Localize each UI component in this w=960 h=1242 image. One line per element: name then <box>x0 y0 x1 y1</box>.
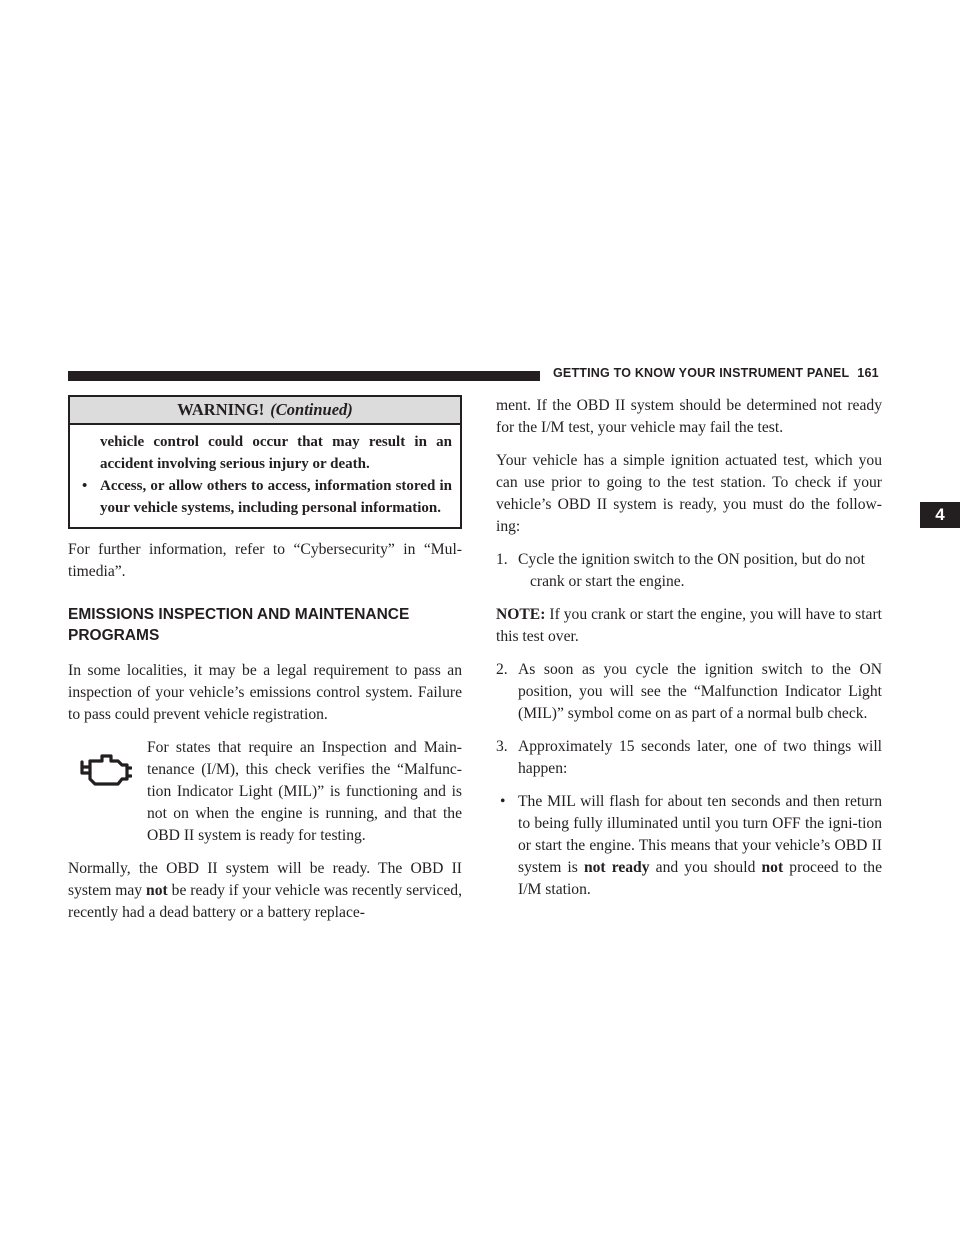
paragraph-simple-test: Your vehicle has a simple ignition actuated test, which you can use prior to going to the test station. To check if your vehicle’s OBD II system is ready, you must do the follow-ing: <box>496 452 882 535</box>
step-number: 2. <box>496 661 508 678</box>
warning-title <box>70 397 460 425</box>
right-column <box>496 395 882 901</box>
step-number: 3. <box>496 738 508 755</box>
paragraph-states: For states that require an Inspection and Main-tenance (I/M), this check verifies the “Malfunc-tion Indicator Light (MIL)” is functioning and is not on when the engine is running, and that the OBD II system is ready for testing. <box>147 739 462 844</box>
header-rule <box>68 371 540 381</box>
bullet-dot: • <box>82 478 88 494</box>
paragraph-normally: Normally, the OBD II system will be ready. The OBD II system may not be ready if your vehicle was recently serviced, recently had a dead battery or a battery replace- <box>68 860 462 921</box>
engine-paragraph-block <box>68 737 462 847</box>
warning-body <box>70 425 460 527</box>
paragraph-further-info: For further information, refer to “Cybersecurity” in “Mul-timedia”. <box>68 541 462 580</box>
note-paragraph: NOTE: If you crank or start the engine, you will have to start this test over. <box>496 606 882 645</box>
check-engine-icon <box>78 749 132 791</box>
warning-box <box>68 395 462 529</box>
page-number: 161 <box>857 366 879 380</box>
left-column <box>68 395 462 924</box>
warning-continuation: vehicle control could occur that may result in an accident involving serious injury or death. <box>100 434 452 472</box>
bullet-dot: • <box>500 793 506 810</box>
section-heading: EMISSIONS INSPECTION AND MAINTENANCE PROGRAMS <box>68 606 410 644</box>
warning-continued: (Continued) <box>270 400 353 419</box>
running-header <box>553 366 879 380</box>
step-1: 1. Cycle the ignition switch to the ON position, but do not crank or start the engine. <box>496 551 865 590</box>
paragraph-localities: In some localities, it may be a legal requirement to pass an inspection of your vehicle’s emissions control system. Failure to pass could prevent vehicle registration. <box>68 662 462 723</box>
section-title: GETTING TO KNOW YOUR INSTRUMENT PANEL <box>553 366 850 380</box>
mil-flash-bullet: • The MIL will flash for about ten seconds and then return to being fully illuminated until you turn OFF the igni-tion or start the engine. This means that your vehicle’s OBD II system is not ready and you should not proceed to the I/M station. <box>500 793 883 898</box>
warning-label: WARNING! <box>177 400 265 419</box>
step-3: 3. Approximately 15 seconds later, one of two things will happen: <box>496 738 882 777</box>
paragraph-ment: ment. If the OBD II system should be determined not ready for the I/M test, your vehicle may fail the test. <box>496 397 882 436</box>
chapter-tab: 4 <box>920 502 960 528</box>
warning-bullet: • Access, or allow others to access, information stored in your vehicle systems, including personal information. <box>78 475 452 519</box>
step-2: 2. As soon as you cycle the ignition switch to the ON position, you will see the “Malfunction Indicator Light (MIL)” symbol come on as part of a normal bulb check. <box>496 661 882 722</box>
step-number: 1. <box>496 551 508 568</box>
note-label: NOTE: <box>496 606 546 623</box>
